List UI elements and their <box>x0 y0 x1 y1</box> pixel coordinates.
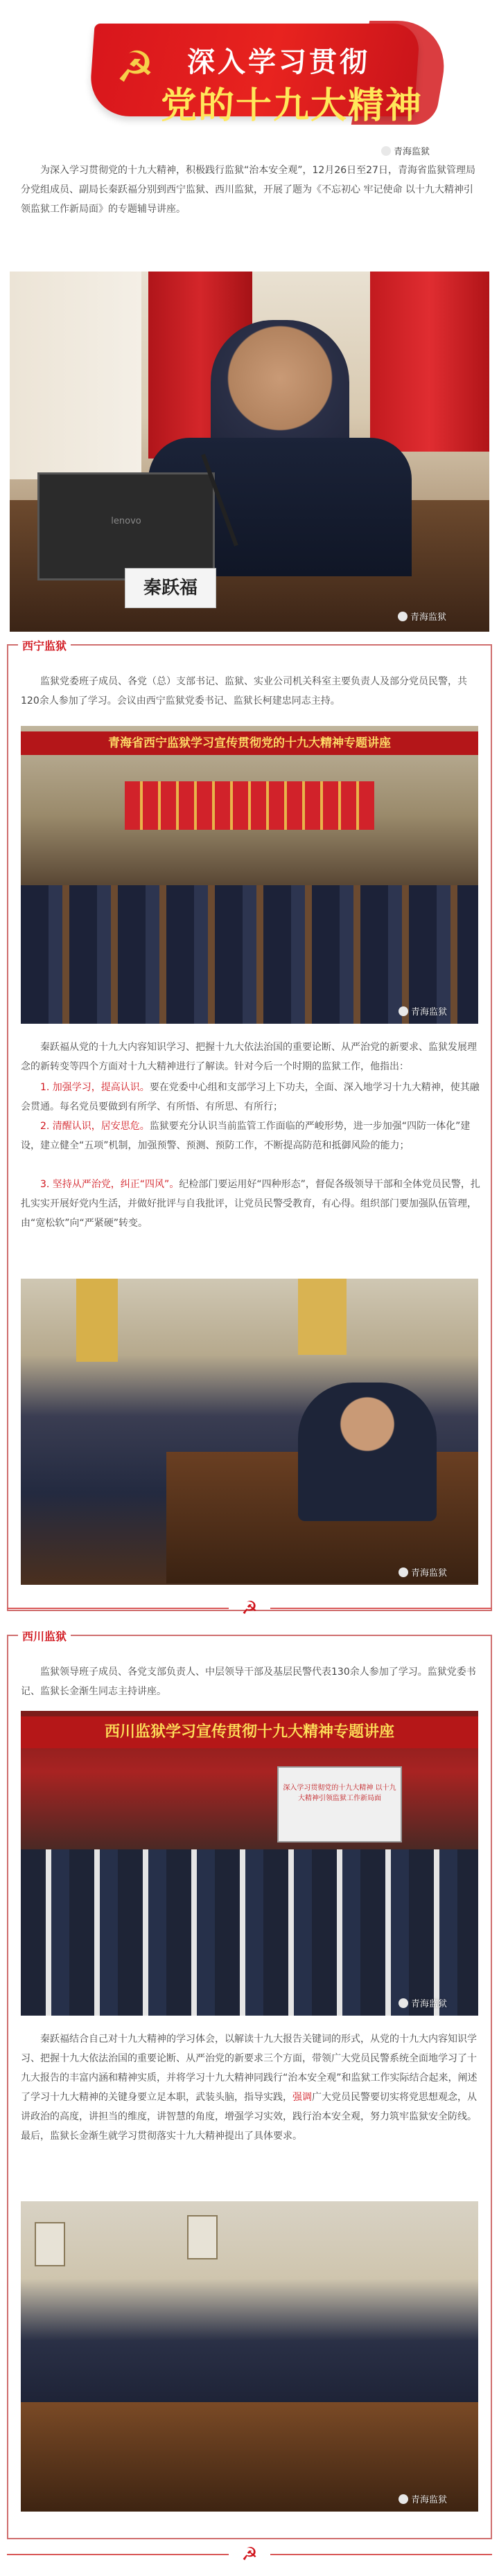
speaker-photo <box>10 272 489 632</box>
hammer-sickle-icon: ☭ <box>241 1598 258 1619</box>
paragraph-text: 广大党员民警要切实将党思想观念，从讲政治的高度，讲担当的维度，讲智慧的角度，增强学习实效，践行治本安全观，努力筑牢监狱安全防线。最后，监狱长金渐生就学习贯彻落实十九大精神提出了具体要求。 <box>21 2092 477 2142</box>
xining-paragraph-1: 监狱党委班子成员、各党（总）支部书记、监狱、实业公司机关科室主要负责人及部分党员民警，共120余人参加了学习。会议由西宁监狱党委书记、监狱长柯建忠同志主持。 <box>21 676 467 707</box>
point-text: 监狱要充分认识当前监管工作面临的严峻形势，进一步加强“四防一体化”建设，建立健全“五项”机制，加强预警、预测、预防工作，不断提高防范和抵御风险的能力； <box>21 1121 471 1151</box>
section-divider <box>0 2541 499 2568</box>
xining-point-3 <box>21 1175 481 1233</box>
intro-paragraph: 为深入学习贯彻党的十九大精神，积极践行监狱“治本安全观”，12月26日至27日，青海省监狱管理局分党组成员、副局长秦跃福分别到西宁监狱、西川监狱，开展了题为《不忘初心 牢记使命 以十九大精神引领监狱工作新局面》的专题辅导讲座。 <box>21 165 475 215</box>
point-text: 要在党委中心组和支部学习上下功夫，全面、深入地学习十九大精神，使其融会贯通。每名党员要做到有所学、有所悟、有所思、有所行； <box>21 1082 480 1112</box>
xining-paragraph-2: 秦跃福从党的十九大内容知识学习、把握十九大依法治国的重要论断、从严治党的新要求、监狱发展理念的新转变等四个方面对十九大精神进行了解读。针对今后一个时期的监狱工作，他指出： <box>21 1042 477 1072</box>
wechat-icon <box>399 1998 408 2008</box>
xining-hall-photo <box>21 726 478 1024</box>
projection-screen: 深入学习贯彻党的十九大精神 以十九大精神引领监狱工作新局面 <box>277 1766 402 1842</box>
watermark: 青海监狱 <box>398 610 446 623</box>
wechat-icon <box>399 2494 408 2504</box>
nameplate: 秦跃福 <box>125 568 216 608</box>
point-label: 3. 坚持从严治党，纠正“四风”。 <box>40 1179 180 1190</box>
title-banner <box>0 0 499 157</box>
xining-point-1 <box>21 1078 481 1117</box>
paragraph-text: 秦跃福结合自己对十九大精神的学习体会，以解读十九大报告关键词的形式，从党的十九大内容知识学习、把握十九大依法治国的重要论断、从严治党的新要求三个方面，带领广大党员民警系统全面地学习了十九大报告的丰富内涵和精神实质，并将学习十九大精神同践行“治本安全观”和监狱工作实际结合起来，阐述了学习十九大精神的关键身要立足本职，武装头脑，指导实践， <box>21 2034 478 2103</box>
section-title-xichuan: 西川监狱 <box>18 1628 71 1644</box>
watermark: 青海监狱 <box>399 1996 447 2009</box>
hammer-sickle-icon: ☭ <box>241 2544 258 2565</box>
wechat-icon <box>399 1567 408 1577</box>
hall-banner: 青海省西宁监狱学习宣传贯彻党的十九大精神专题讲座 <box>21 731 478 755</box>
emphasis: 强调 <box>292 2092 312 2103</box>
watermark: 青海监狱 <box>381 144 430 157</box>
officer-figure <box>298 1383 437 1521</box>
watermark: 青海监狱 <box>399 2492 447 2505</box>
wechat-icon <box>381 146 391 156</box>
section-divider <box>0 1595 499 1622</box>
point-label: 2. 清醒认识，居安思危。 <box>40 1121 150 1132</box>
xichuan-paragraph-2 <box>21 2029 481 2146</box>
banner-title-line1: 深入学习贯彻 <box>187 46 370 78</box>
wechat-icon <box>398 612 408 621</box>
hammer-sickle-icon: ☭ <box>116 42 155 92</box>
watermark: 青海监狱 <box>399 1565 447 1579</box>
xichuan-hall-photo <box>21 1711 478 2016</box>
banner-title-line2: 党的十九大精神 <box>161 85 423 127</box>
watermark: 青海监狱 <box>399 1004 447 1018</box>
xichuan-audience-photo <box>21 2201 478 2512</box>
xining-point-2 <box>21 1117 481 1155</box>
section-title-xining: 西宁监狱 <box>18 637 71 653</box>
hall-banner: 西川监狱学习宣传贯彻十九大精神专题讲座 <box>21 1716 478 1748</box>
xining-audience-photo <box>21 1279 478 1585</box>
point-text: 纪检部门要运用好“四种形态”，督促各级领导干部和全体党员民警，扎扎实实开展好党内生活，并做好批评与自我批评，让党员民警受教育，有心得。组织部门要加强队伍管理，由“宽松软”向“严紧硬”转变。 <box>21 1179 480 1229</box>
xichuan-paragraph-1: 监狱领导班子成员、各党支部负责人、中层领导干部及基层民警代表130余人参加了学习。监狱党委书记、监狱长金渐生同志主持讲座。 <box>21 1667 476 1697</box>
laptop: lenovo <box>37 472 215 580</box>
point-label: 1. 加强学习，提高认识。 <box>40 1082 150 1093</box>
wechat-icon <box>399 1006 408 1016</box>
